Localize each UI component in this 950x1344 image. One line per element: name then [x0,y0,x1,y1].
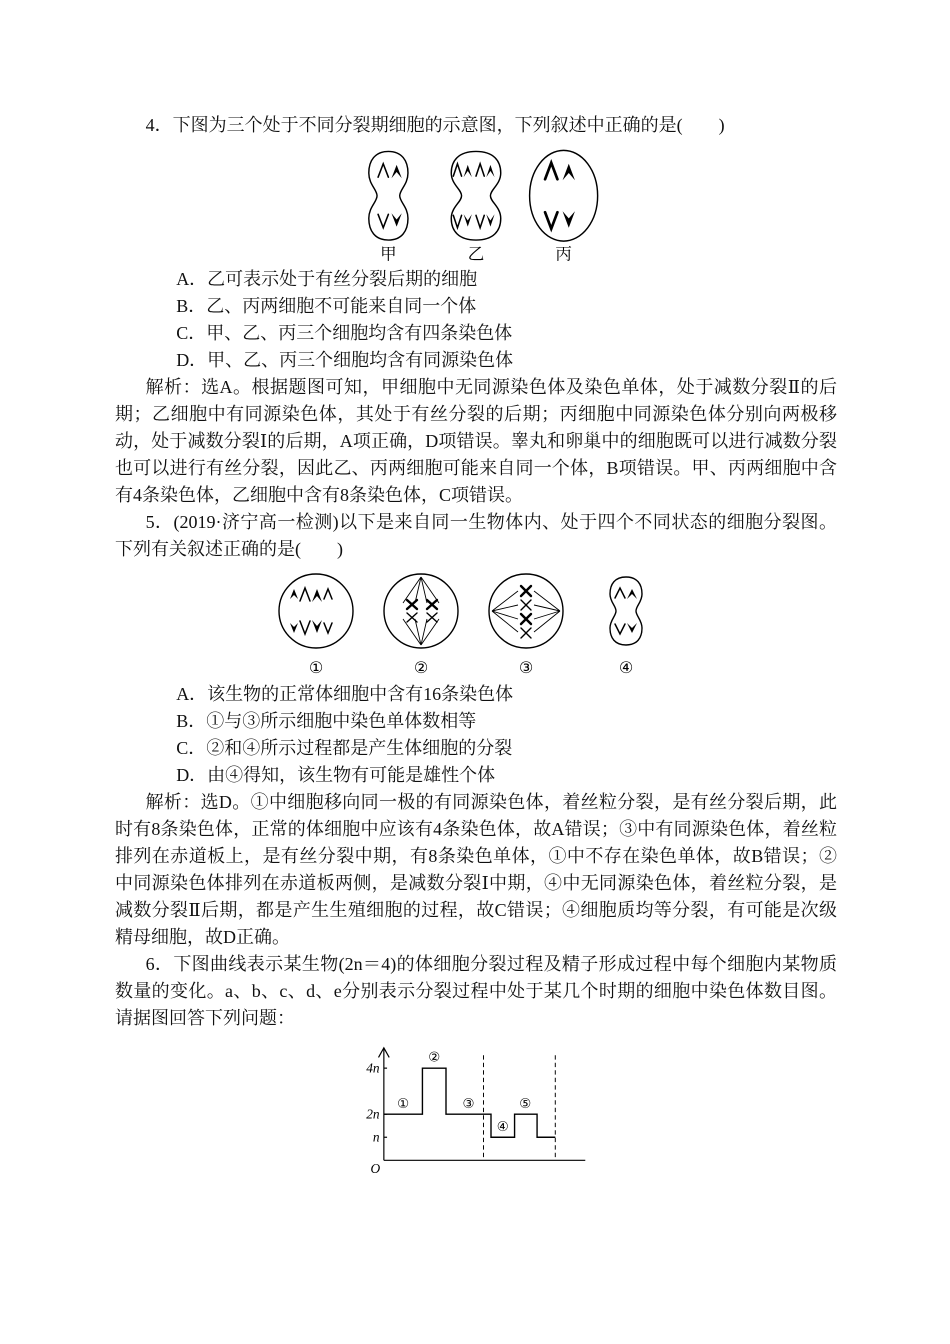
cell-membrane [530,150,598,241]
q5-stem: 5．(2019·济宁高一检测)以下是来自同一生物体内、处于四个不同状态的细胞分裂图。下列有关叙述正确的是( ) [115,512,837,559]
q5-fig-label-2: ② [413,660,429,677]
question-6 [115,951,837,1184]
q5-fig-label-3: ③ [518,660,534,677]
question-4 [115,112,837,509]
q4-analysis: 解析：选A。根据题图可知，甲细胞中无同源染色体及染色单体，处于减数分裂Ⅱ的后期；乙细胞中有同源染色体，其处于有丝分裂的后期；丙细胞中同源染色体分别向两极移动，处于减数分裂Ⅰ的后期，A项正确，D项错误。睾丸和卵巢中的细胞既可以进行减数分裂也可以进行有丝分裂，因此乙、丙两细胞可能来自同一个体，B项错误。甲、丙两细胞中含有4条染色体，乙细胞中含有8条染色体，C项错误。 [115,377,837,505]
cell-membrane [451,151,500,240]
q6-chart-figure [115,1038,837,1184]
q4-option-d: D．甲、乙、丙三个细胞均含有同源染色体 [176,350,514,370]
q5-option-a: A．该生物的正常体细胞中含有16条染色体 [176,684,514,704]
chart-stage-label: ③ [462,1096,475,1112]
q4-figure-svg [342,145,610,264]
cell-membrane [489,574,563,648]
chart-stage-label: ① [397,1096,410,1112]
q6-annotations [397,1051,531,1135]
q5-figure-svg [266,569,686,679]
q4-fig-label-bing: 丙 [555,244,572,264]
cell-membrane [279,574,353,648]
q4-option-b: B．乙、丙两细胞不可能来自同一个体 [176,296,477,316]
q5-option-d: D．由④得知，该生物有可能是雄性个体 [176,765,496,785]
cell-membrane [610,577,642,645]
cell-bing-anaphase-i [530,150,598,241]
q4-fig-label-yi: 乙 [467,244,485,264]
q5-option-c: C．②和④所示过程都是产生体细胞的分裂 [176,738,513,758]
q4-stem: 4．下图为三个处于不同分裂期细胞的示意图，下列叙述中正确的是( ) [145,115,725,135]
chart-stage-label: ② [428,1050,441,1066]
cell-membrane [369,151,408,240]
q5-option-b: B．①与③所示细胞中染色单体数相等 [176,711,477,731]
q4-fig-label-jia: 甲 [380,244,397,264]
q5-figure [115,569,837,679]
q5-fig-label-1: ① [308,660,324,677]
cell-3-mitosis-metaphase [489,574,563,648]
y-tick-label: n [372,1129,380,1145]
chart-stage-label: ⑤ [519,1096,532,1112]
q4-option-c: C．甲、乙、丙三个细胞均含有四条染色体 [176,323,513,343]
q6-chart-svg [356,1038,596,1184]
cell-4-meiosis-ii-anaphase [610,577,642,645]
cell-membrane [384,574,458,648]
q6-stem: 6．下图曲线表示某生物(2n＝4)的体细胞分裂过程及精子形成过程中每个细胞内某物质数量的变化。a、b、c、d、e分别表示分裂过程中处于某几个时期的细胞中染色体数目图。请据图回答下列问题： [115,954,837,1028]
q4-figure [115,145,837,264]
y-tick-label: 2n [366,1106,380,1122]
y-tick-label: 4n [366,1060,380,1076]
q4-option-a: A．乙可表示处于有丝分裂后期的细胞 [176,269,478,289]
cell-2-meiosis-i-metaphase [384,574,458,648]
cell-jia-anaphase [369,151,408,240]
q6-origin-label: O [370,1161,381,1177]
cell-1-mitosis-anaphase [279,574,353,648]
q5-analysis: 解析：选D。①中细胞移向同一极的有同源染色体，着丝粒分裂，是有丝分裂后期，此时有8条染色体，正常的体细胞中应该有4条染色体，故A错误；③中有同源染色体，着丝粒排列在赤道板上，是有丝分裂中期，有8条染色单体，①中不存在染色单体，故B错误；②中同源染色体排列在赤道板两侧，是减数分裂Ⅰ中期，④中无同源染色体，着丝粒分裂，是减数分裂Ⅱ后期，都是产生生殖细胞的过程，故C错误；④细胞质均等分裂，有可能是次级精母细胞，故D正确。 [115,792,837,947]
q5-fig-label-4: ④ [618,660,634,677]
chart-axes [379,1048,586,1161]
question-5 [115,509,837,951]
chart-stage-label: ④ [496,1119,509,1135]
cell-yi-anaphase [451,151,500,240]
